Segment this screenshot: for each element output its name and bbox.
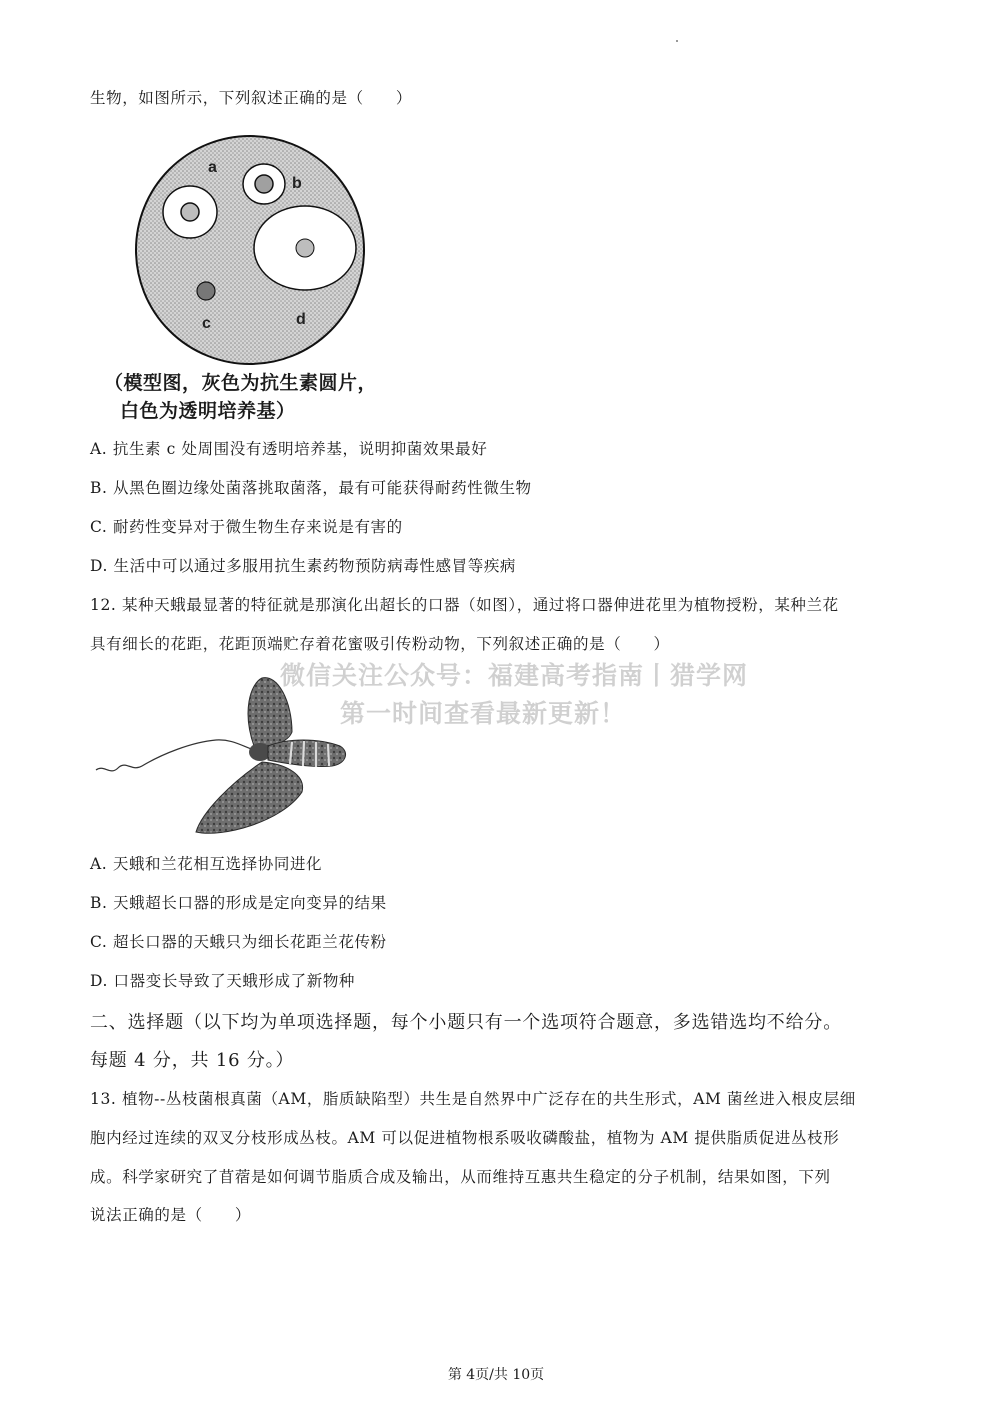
q13-stem-line2: 胞内经过连续的双叉分枝形成丛枝。AM 可以促进植物根系吸收磷酸盐，植物为 AM 提供脂质促进丛枝形 — [90, 1129, 840, 1147]
petri-dish-figure — [130, 130, 370, 370]
page-footer: 第 4页/共 10页 — [447, 1367, 545, 1383]
question-intro-text: 生物，如图所示，下列叙述正确的是（ ） — [90, 89, 413, 107]
figure-caption-line1: （模型图，灰色为抗生素圆片， — [104, 372, 378, 394]
label-c: c — [202, 315, 211, 332]
q11-option-b: B. 从黑色圈边缘处菌落挑取菌落，最有可能获得耐药性微生物 — [90, 479, 532, 497]
q12-option-a: A. 天蛾和兰花相互选择协同进化 — [90, 855, 323, 873]
antibiotic-disc-a — [181, 203, 199, 221]
scan-dot — [676, 40, 678, 42]
watermark-line1: 微信关注公众号：福建高考指南丨猎学网 — [280, 661, 749, 690]
hawk-moth-figure — [92, 672, 362, 840]
label-d: d — [296, 311, 306, 328]
proboscis — [96, 740, 254, 771]
label-a: a — [208, 159, 217, 176]
q11-option-a: A. 抗生素 c 处周围没有透明培养基，说明抑菌效果最好 — [90, 440, 488, 458]
q12-option-c: C. 超长口器的天蛾只为细长花距兰花传粉 — [90, 933, 387, 951]
section2-heading-line2: 每题 4 分，共 16 分。） — [90, 1050, 295, 1071]
q12-stem-line2: 具有细长的花距，花距顶端贮存着花蜜吸引传粉动物，下列叙述正确的是（ ） — [90, 635, 670, 653]
antibiotic-disc-b — [255, 175, 273, 193]
label-b: b — [292, 175, 302, 192]
lower-wing — [196, 762, 303, 833]
q11-option-c: C. 耐药性变异对于微生物生存来说是有害的 — [90, 518, 403, 536]
antibiotic-disc-d — [296, 239, 314, 257]
q12-option-b: B. 天蛾超长口器的形成是定向变异的结果 — [90, 894, 387, 912]
antibiotic-disc-c — [197, 282, 215, 300]
moth-body — [268, 740, 346, 767]
q13-stem-line1: 13. 植物--丛枝菌根真菌（AM，脂质缺陷型）共生是自然界中广泛存在的共生形式，AM 菌丝进入根皮层细 — [90, 1090, 856, 1108]
q13-stem-line4: 说法正确的是（ ） — [90, 1206, 252, 1224]
q12-stem-line1: 12. 某种天蛾最显著的特征就是那演化出超长的口器（如图），通过将口器伸进花里为植物授粉，某种兰花 — [90, 596, 839, 614]
q11-option-d: D. 生活中可以通过多服用抗生素药物预防病毒性感冒等疾病 — [90, 557, 517, 575]
q12-option-d: D. 口器变长导致了天蛾形成了新物种 — [90, 972, 356, 990]
watermark-line2: 第一时间查看最新更新！ — [340, 699, 627, 728]
section2-heading-line1: 二、选择题（以下均为单项选择题，每个小题只有一个选项符合题意，多选错选均不给分。 — [90, 1012, 842, 1033]
q13-stem-line3: 成。科学家研究了苜蓿是如何调节脂质合成及输出，从而维持互惠共生稳定的分子机制，结果如图，下列 — [90, 1168, 831, 1186]
figure-caption-line2: 白色为透明培养基） — [120, 400, 296, 422]
